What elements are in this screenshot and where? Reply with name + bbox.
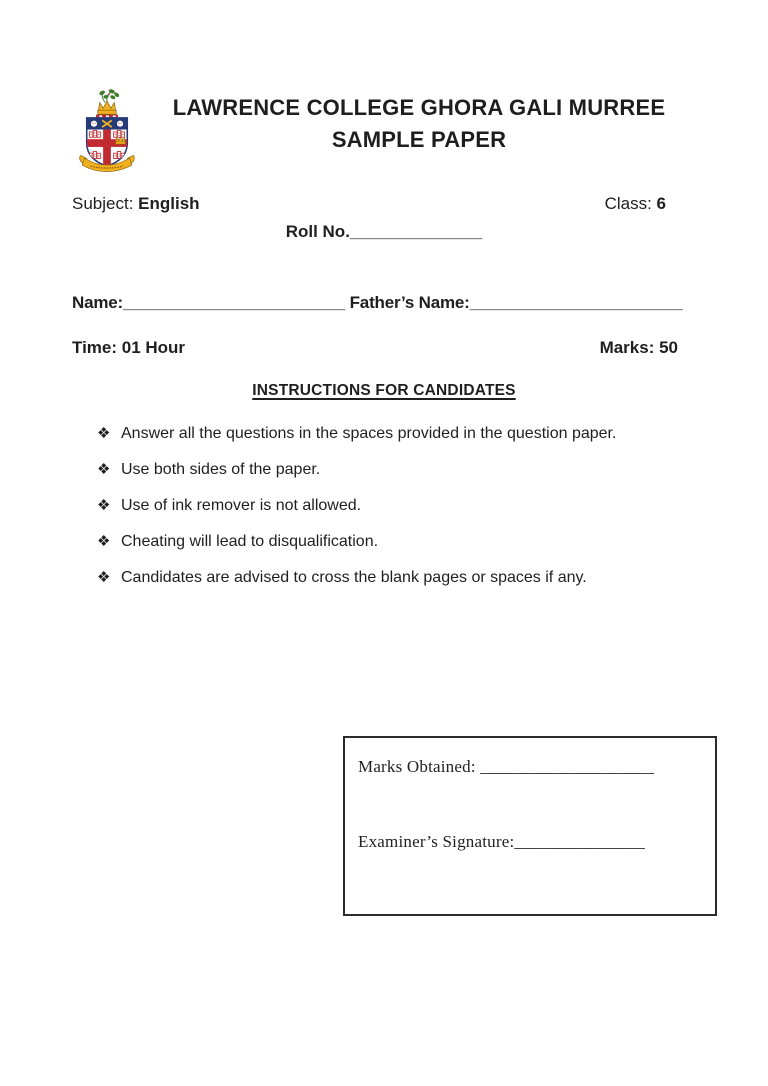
father-name-blank-line: _______________________ bbox=[469, 293, 683, 312]
marks-field: Marks: 50 bbox=[599, 338, 678, 357]
name-blank-line: ________________________ bbox=[122, 293, 346, 312]
instruction-item bbox=[97, 532, 696, 552]
roll-no-blank-line: ______________ bbox=[349, 222, 483, 241]
instruction-text: Candidates are advised to cross the blank pages or spaces if any. bbox=[121, 569, 587, 586]
page-header bbox=[72, 88, 696, 173]
subject-label: Subject: bbox=[72, 194, 134, 213]
name-father-row bbox=[72, 292, 696, 314]
class-label: Class: bbox=[604, 194, 652, 213]
subject-value: English bbox=[138, 194, 200, 213]
father-name-label: Father’s Name: bbox=[349, 293, 470, 312]
diamond-bullet-icon: ❖ bbox=[97, 425, 111, 442]
diamond-bullet-icon: ❖ bbox=[97, 569, 111, 586]
marks-obtained-field bbox=[358, 755, 705, 779]
diamond-bullet-icon: ❖ bbox=[97, 533, 111, 550]
roll-no-field bbox=[72, 221, 696, 243]
college-crest-icon bbox=[72, 88, 142, 178]
title-block bbox=[142, 88, 696, 156]
time-field: Time: 01 Hour bbox=[72, 338, 186, 357]
instruction-item bbox=[97, 496, 696, 516]
examiner-signature-label: Examiner’s Signature: bbox=[358, 832, 515, 851]
instruction-text: Answer all the questions in the spaces provided in the question paper. bbox=[121, 425, 617, 442]
examiner-signature-blank-line: _______________ bbox=[514, 832, 645, 851]
class-field bbox=[605, 193, 696, 215]
instruction-item bbox=[97, 568, 696, 588]
instruction-text: Cheating will lead to disqualification. bbox=[121, 533, 379, 550]
roll-no-label: Roll No. bbox=[285, 222, 350, 241]
subject-field bbox=[72, 193, 200, 215]
instruction-item bbox=[97, 460, 696, 480]
instruction-item bbox=[97, 424, 696, 444]
instructions-heading: INSTRUCTIONS FOR CANDIDATES bbox=[252, 382, 516, 399]
class-value: 6 bbox=[656, 194, 666, 213]
marks-obtained-blank-line: ____________________ bbox=[480, 757, 655, 776]
college-title: LAWRENCE COLLEGE GHORA GALI MURREE bbox=[172, 95, 666, 120]
diamond-bullet-icon: ❖ bbox=[97, 497, 111, 514]
subject-class-row bbox=[72, 193, 696, 215]
marks-box bbox=[343, 736, 717, 916]
name-label: Name: bbox=[72, 293, 123, 312]
marks-obtained-label: Marks Obtained: bbox=[358, 757, 476, 776]
examiner-signature-field bbox=[358, 830, 705, 854]
instruction-text: Use of ink remover is not allowed. bbox=[121, 497, 362, 514]
instructions-list bbox=[72, 424, 696, 588]
diamond-bullet-icon: ❖ bbox=[97, 461, 111, 478]
paper-title: SAMPLE PAPER bbox=[331, 127, 507, 152]
time-marks-row bbox=[72, 337, 696, 359]
instruction-text: Use both sides of the paper. bbox=[121, 461, 321, 478]
